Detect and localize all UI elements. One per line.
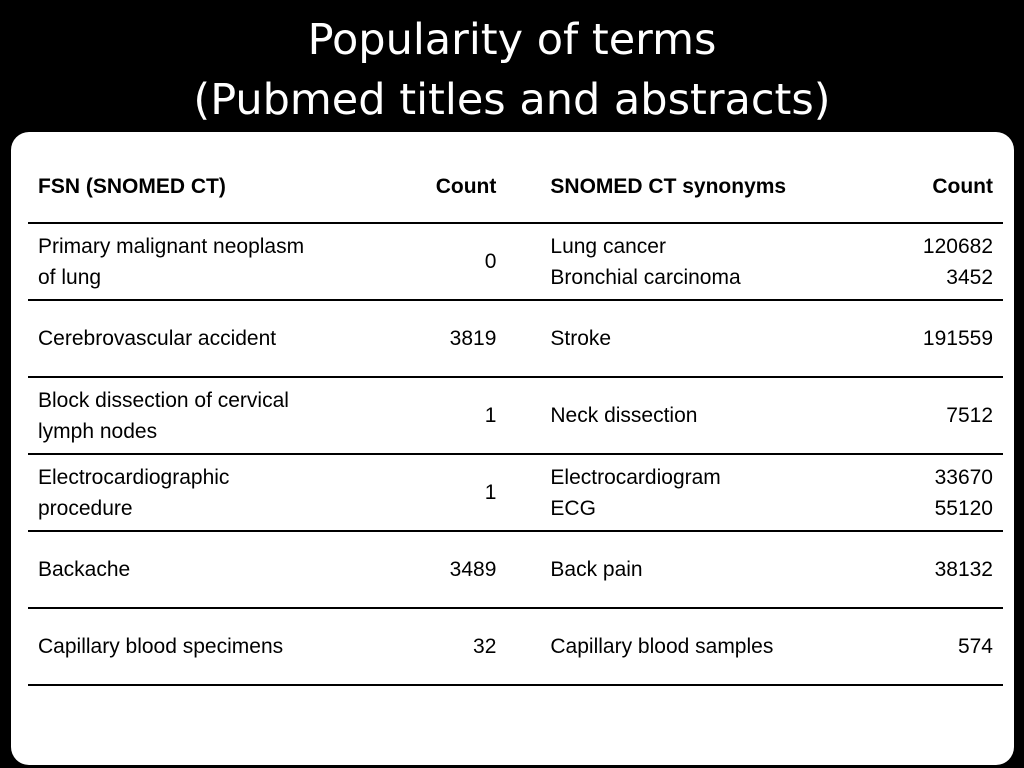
synonym-line: Stroke: [550, 327, 612, 350]
synonyms-cell: [506, 223, 896, 300]
syn-count-cell: [896, 223, 1003, 300]
syn-count-line: 7512: [946, 404, 993, 427]
table-row: [28, 300, 1003, 377]
syn-count-cell: [896, 608, 1003, 685]
fsn-line: procedure: [38, 496, 133, 520]
title-line-2: (Pubmed titles and abstracts): [193, 75, 831, 125]
fsn-line: Block dissection of cervical: [38, 388, 289, 412]
fsn-cell: [28, 377, 367, 454]
header-synonyms: SNOMED CT synonyms: [506, 150, 896, 223]
fsn-line: of lung: [38, 265, 102, 289]
table-header-row: [28, 150, 1003, 223]
table-row: [28, 454, 1003, 531]
synonym-line: Neck dissection: [550, 404, 698, 427]
fsn-line: Backache: [38, 558, 131, 581]
header-syn-count: Count: [896, 150, 1003, 223]
synonym-line: Lung cancer: [550, 234, 666, 258]
synonym-line: Electrocardiogram: [550, 465, 721, 489]
table-row: [28, 608, 1003, 685]
syn-count-line: 38132: [934, 558, 993, 581]
fsn-line: Primary malignant neoplasm: [38, 234, 305, 258]
table-row: [28, 377, 1003, 454]
synonym-line: Capillary blood samples: [550, 635, 774, 658]
syn-count-cell: [896, 454, 1003, 531]
fsn-line: Electrocardiographic: [38, 465, 230, 489]
syn-count-line: 120682: [922, 234, 993, 258]
fsn-count-cell: 32: [367, 608, 507, 685]
fsn-count-cell: 3819: [367, 300, 507, 377]
fsn-count-cell: 0: [367, 223, 507, 300]
synonym-line: Bronchial carcinoma: [550, 265, 741, 289]
syn-count-line: 55120: [934, 496, 993, 520]
table-panel: [11, 132, 1014, 765]
table-row: [28, 223, 1003, 300]
fsn-count-cell: 1: [367, 377, 507, 454]
syn-count-cell: [896, 377, 1003, 454]
fsn-count-cell: 3489: [367, 531, 507, 608]
fsn-cell: [28, 454, 367, 531]
header-fsn-count: Count: [367, 150, 507, 223]
synonyms-cell: [506, 608, 896, 685]
syn-count-line: 191559: [922, 327, 993, 350]
fsn-cell: [28, 531, 367, 608]
fsn-cell: [28, 223, 367, 300]
synonyms-cell: [506, 531, 896, 608]
fsn-cell: [28, 300, 367, 377]
syn-count-line: 33670: [934, 465, 993, 489]
synonyms-cell: [506, 377, 896, 454]
fsn-cell: [28, 608, 367, 685]
fsn-line: Capillary blood specimens: [38, 635, 284, 658]
table-row: [28, 531, 1003, 608]
syn-count-line: 3452: [946, 265, 993, 289]
syn-count-line: 574: [957, 635, 993, 658]
synonym-line: ECG: [550, 496, 596, 520]
fsn-count-cell: 1: [367, 454, 507, 531]
synonyms-cell: [506, 454, 896, 531]
synonym-line: Back pain: [550, 558, 643, 581]
fsn-line: Cerebrovascular accident: [38, 327, 277, 350]
header-fsn: FSN (SNOMED CT): [28, 150, 367, 223]
syn-count-cell: [896, 300, 1003, 377]
slide-title: [0, 10, 1024, 130]
terms-table: [28, 150, 1003, 686]
syn-count-cell: [896, 531, 1003, 608]
title-line-1: Popularity of terms: [307, 15, 717, 65]
synonyms-cell: [506, 300, 896, 377]
fsn-line: lymph nodes: [38, 419, 158, 443]
